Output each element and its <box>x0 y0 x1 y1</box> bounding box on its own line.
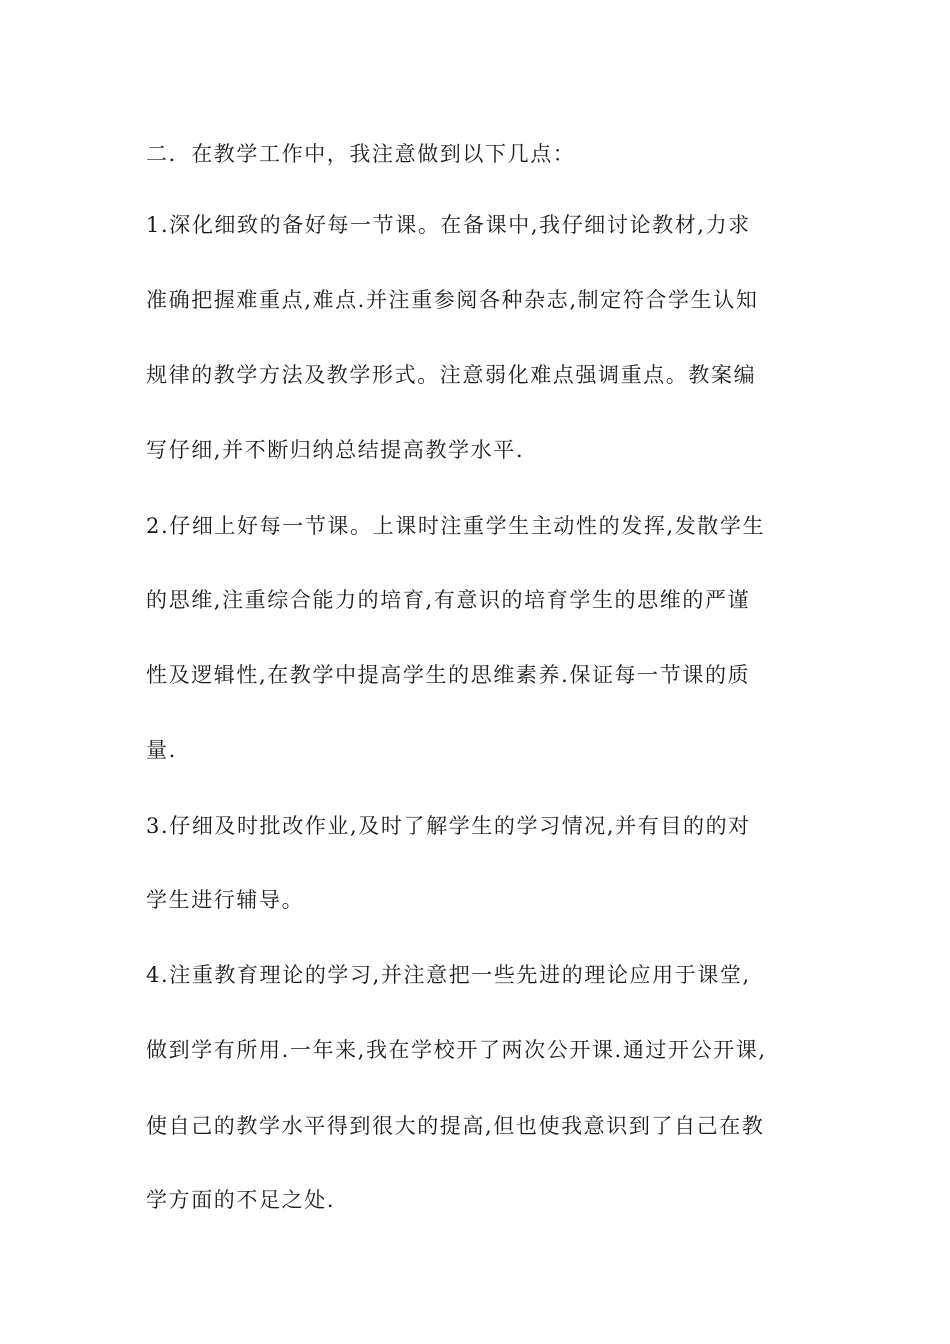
section-heading: 二．在教学工作中，我注意做到以下几点： <box>146 142 576 166</box>
paragraph-line: 1.深化细致的备好每一节课。在备课中,我仔细讨论教材,力求 <box>146 213 751 237</box>
paragraph-line: 3.仔细及时批改作业,及时了解学生的学习情况,并有目的的对 <box>146 814 751 838</box>
paragraph-line: 写仔细,并不断归纳总结提高教学水平. <box>146 438 525 462</box>
paragraph-line: 2.仔细上好每一节课。上课时注重学生主动性的发挥,发散学生 <box>146 514 766 538</box>
paragraph-line: 做到学有所用.一年来,我在学校开了两次公开课.通过开公开课, <box>146 1038 767 1062</box>
paragraph-line: 准确把握难重点,难点.并注重参阅各种杂志,制定符合学生认知 <box>146 288 759 312</box>
paragraph-line: 使自己的教学水平得到很大的提高,但也使我意识到了自己在教 <box>146 1114 765 1138</box>
paragraph-line: 规律的教学方法及教学形式。注意弱化难点强调重点。教案编 <box>146 363 757 387</box>
paragraph-line: 4.注重教育理论的学习,并注意把一些先进的理论应用于课堂, <box>146 963 751 987</box>
paragraph-line: 性及逻辑性,在教学中提高学生的思维素养.保证每一节课的质 <box>146 663 751 687</box>
paragraph-line: 学生进行辅导。 <box>146 888 305 912</box>
paragraph-line: 量. <box>146 738 177 762</box>
paragraph-line: 的思维,注重综合能力的培育,有意识的培育学生的思维的严谨 <box>146 588 751 612</box>
paragraph-line: 学方面的不足之处. <box>146 1188 336 1212</box>
